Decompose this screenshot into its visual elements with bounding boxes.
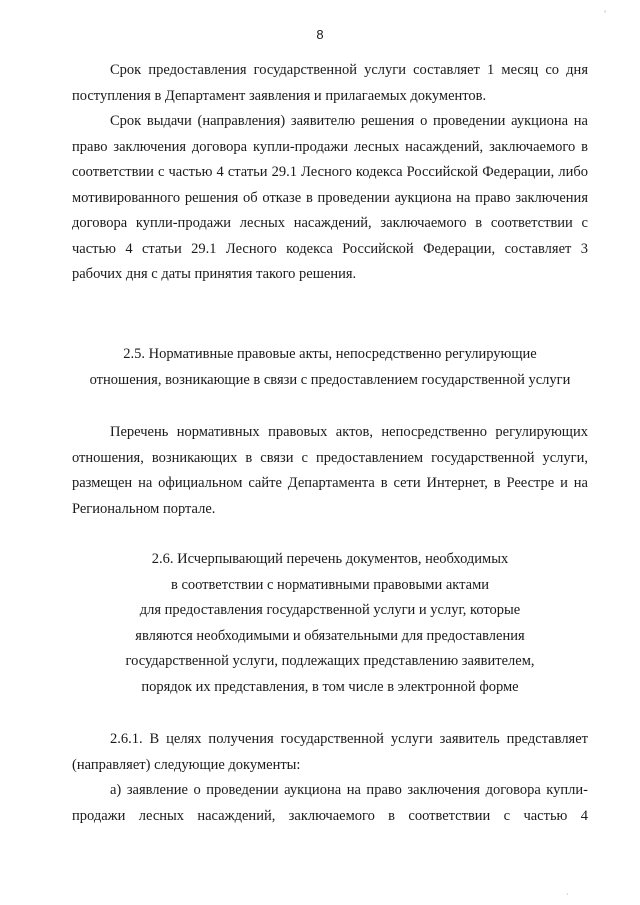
paragraph-normative-acts (72, 420, 588, 522)
paragraph-2-6-1 (72, 727, 588, 778)
scan-mark-top: ʹ (604, 10, 607, 19)
paragraph-term-of-service (72, 58, 588, 109)
heading-line: отношения, возникающие в связи с предоставлением государственной услуги (89, 371, 571, 388)
paragraph-item-a (72, 778, 588, 829)
heading-line: государственной услуги, подлежащих представлению заявителем, (125, 653, 535, 669)
page-number: 8 (316, 27, 324, 42)
paragraph-text: Срок предоставления государственной услуги составляет 1 месяц со дня поступления в Департамент заявления и прилагаемых документов. (72, 62, 588, 104)
paragraph-text: 2.6.1. В целях получения государственной услуги заявитель представляет (направляет) следующие документы: (72, 731, 588, 773)
paragraph-text: Перечень нормативных правовых актов, непосредственно регулирующих отношения, возникающих в связи с предоставлением государственной услуги, размещен на официальном сайте Департамента в сети Интернет, в Реестре и на Региональном портале. (72, 424, 588, 517)
paragraph-text: Срок выдачи (направления) заявителю решения о проведении аукциона на право заключения договора купли-продажи лесных насаждений, заключаемого в соответствии с частью 4 статьи 29.1 Лесного кодекса Российской Федерации, либо мотивированного решения об отказе в проведении аукциона на право заключения договора купли-продажи лесных насаждений, заключаемого в соответствии с частью 4 статьи 29.1 Лесного кодекса Российской Федерации, составляет 3 рабочих дня с даты принятия такого решения. (72, 113, 588, 282)
heading-line: 2.5. Нормативные правовые акты, непосредственно регулирующие (123, 346, 537, 362)
section-heading-2-5 (72, 342, 588, 393)
heading-line: в соответствии с нормативными правовыми актами (170, 576, 490, 593)
section-heading-2-6 (72, 547, 588, 700)
paragraph-term-of-issuance (72, 109, 588, 288)
scan-mark-bottom: · (566, 890, 569, 899)
paragraph-text: а) заявление о проведении аукциона на право заключения договора купли-продажи лесных насаждений, заключаемого в соответствии с частью 4 (72, 782, 588, 824)
heading-line: 2.6. Исчерпывающий перечень документов, необходимых (151, 551, 509, 567)
heading-line: являются необходимыми и обязательными для предоставления (135, 627, 525, 644)
heading-line: для предоставления государственной услуги и услуг, которые (139, 602, 521, 618)
heading-line: порядок их представления, в том числе в электронной форме (141, 678, 519, 695)
